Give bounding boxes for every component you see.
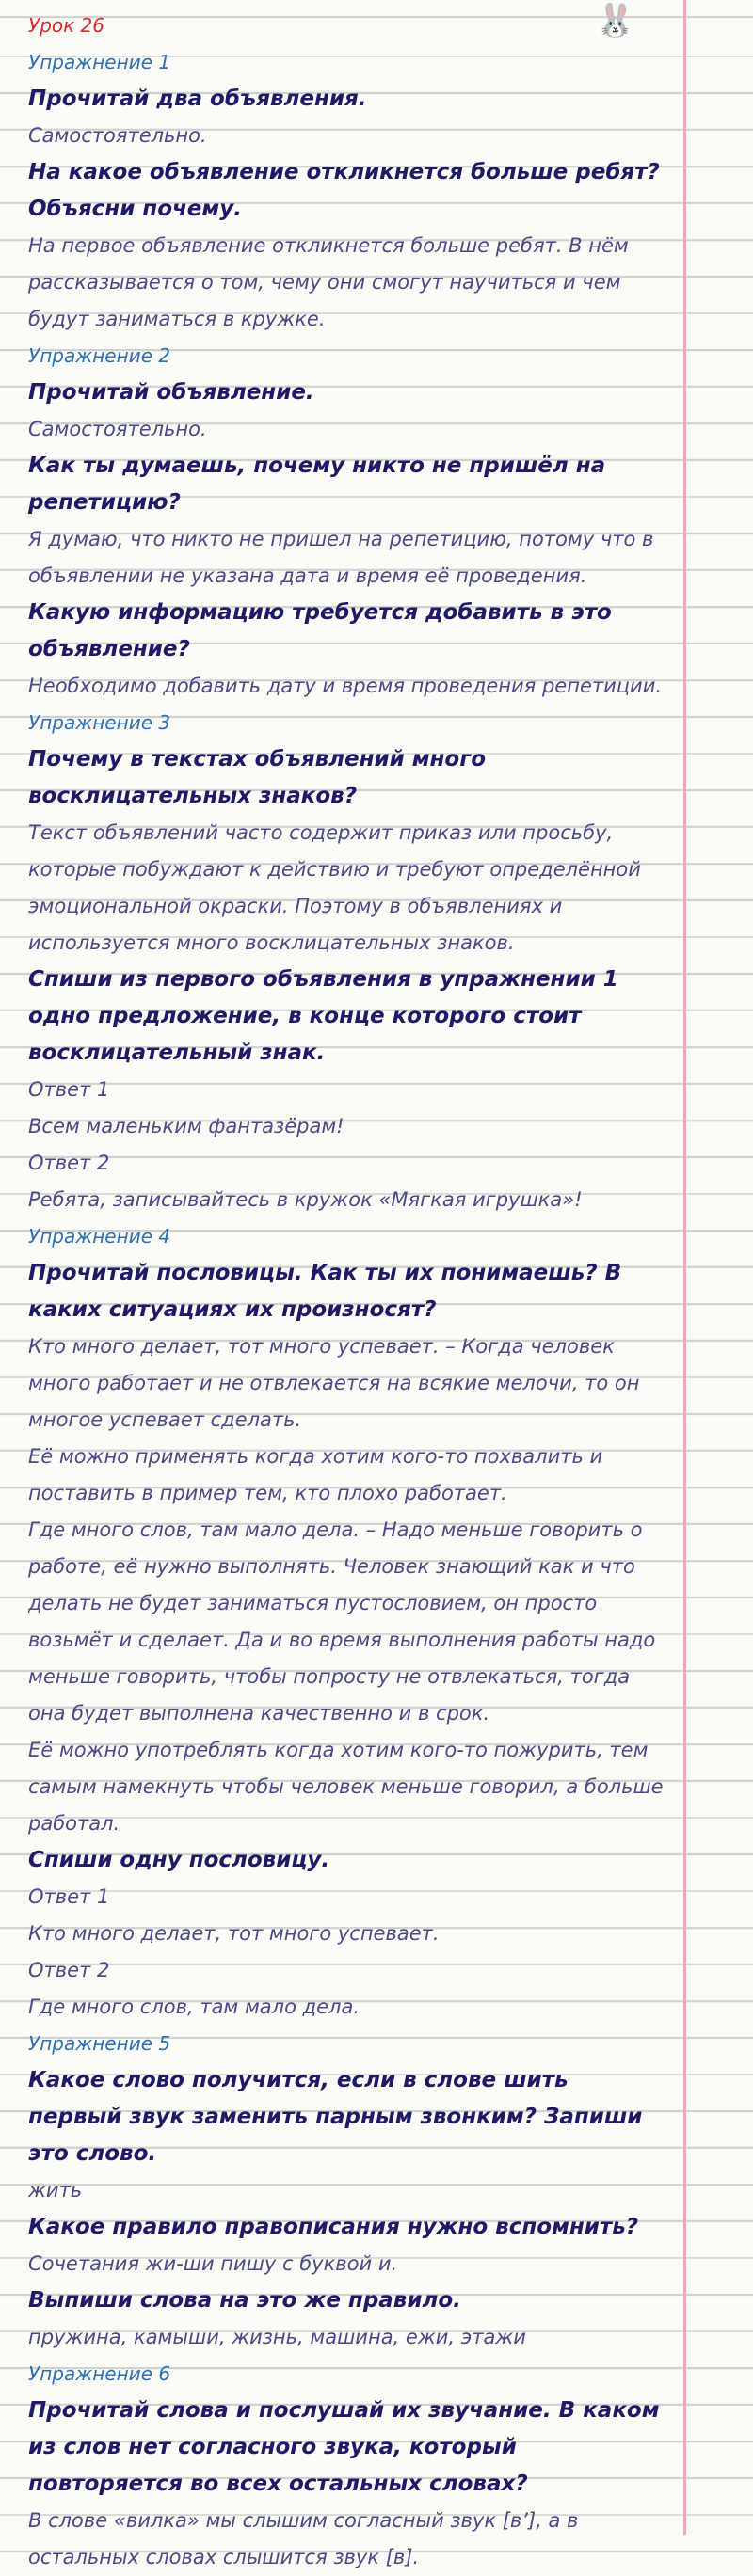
- task-text: Прочитай слова и послушай их звучание. В каком из слов нет согласного звука, который повторяется во всех остальных словах?: [28, 2398, 660, 2496]
- answer-text: Кто много делает, тот много успевает.: [28, 1922, 440, 1945]
- task-text: Прочитай два объявления.: [28, 87, 367, 111]
- task-text: Какое правило правописания нужно вспомнить?: [28, 2215, 639, 2239]
- exercise-heading: Упражнение 3: [28, 711, 171, 734]
- answer-text: Её можно употреблять когда хотим кого-то пожурить, тем самым намекнуть чтобы человек меньше говорил, а больше работал.: [28, 1739, 664, 1835]
- answer-text: Кто много делает, тот много успевает. – Когда человек много работает и не отвлекается на всякие мелочи, то он многое успевает сделать.: [28, 1335, 640, 1431]
- task-text: Выпиши слова на это же правило.: [28, 2288, 461, 2313]
- task-text: Как ты думаешь, почему никто не пришёл на репетицию?: [28, 453, 606, 515]
- exercise-heading: Упражнение 4: [28, 1225, 171, 1248]
- lesson-title: Урок 26: [28, 14, 105, 37]
- answer-text: Самостоятельно.: [28, 124, 207, 147]
- task-text: Прочитай пословицы. Как ты их понимаешь? В каких ситуациях их произносят?: [28, 1261, 622, 1322]
- answer-text: Необходимо добавить дату и время проведения репетиции.: [28, 675, 663, 697]
- answer-text: Текст объявлений часто содержит приказ или просьбу, которые побуждают к действию и требуют определённой эмоциональной окраски. Поэтому в объявлениях и используется много восклицательных знаков.: [28, 821, 641, 954]
- answer-text: На первое объявление откликнется больше ребят. В нём рассказывается о том, чему они смогут научиться и чем будут заниматься в кружке.: [28, 234, 629, 330]
- task-text: Какое слово получится, если в слове шить первый звук заменить парным звонким? Запиши это слово.: [28, 2068, 643, 2166]
- answer-text: Сочетания жи-ши пишу с буквой и.: [28, 2252, 398, 2275]
- answer-text: Самостоятельно.: [28, 418, 207, 440]
- answer-text: Где много слов, там мало дела.: [28, 1996, 360, 2018]
- answer-text: Её можно применять когда хотим кого-то похвалить и поставить в пример тем, кто плохо работает.: [28, 1445, 603, 1504]
- task-text: Спиши одну пословицу.: [28, 1848, 330, 1872]
- task-text: Почему в текстах объявлений много восклицательных знаков?: [28, 747, 487, 808]
- answer-label: Ответ 2: [28, 1152, 110, 1174]
- answer-text: жить: [28, 2179, 83, 2202]
- task-text: Прочитай объявление.: [28, 380, 314, 405]
- answer-text: Ребята, записывайтесь в кружок «Мягкая игрушка»!: [28, 1188, 583, 1211]
- notebook-margin-line: [683, 0, 686, 2535]
- lesson-content: [28, 44, 668, 2576]
- answer-label: Ответ 1: [28, 1078, 110, 1101]
- notebook-page: [28, 8, 668, 2576]
- task-text: Какую информацию требуется добавить в это объявление?: [28, 600, 612, 661]
- answer-text: Всем маленьким фантазёрам!: [28, 1115, 344, 1137]
- task-text: Спиши из первого объявления в упражнении 1 одно предложение, в конце которого стоит восклицательный знак.: [28, 967, 618, 1065]
- answer-text: Я думаю, что никто не пришел на репетицию, потому что в объявлении не указана дата и время её проведения.: [28, 528, 654, 587]
- answer-text: В слове «вилка» мы слышим согласный звук [в’], а в остальных словах слышится звук [в].: [28, 2509, 579, 2568]
- answer-text: пружина, камыши, жизнь, машина, ежи, этажи: [28, 2326, 526, 2348]
- rabbit-watermark-icon: 🐰: [595, 2, 636, 40]
- task-text: На какое объявление откликнется больше ребят? Объясни почему.: [28, 160, 660, 221]
- exercise-heading: Упражнение 2: [28, 344, 171, 367]
- answer-label: Ответ 2: [28, 1959, 110, 1981]
- exercise-heading: Упражнение 5: [28, 2032, 171, 2055]
- answer-text: Где много слов, там мало дела. – Надо меньше говорить о работе, её нужно выполнять. Человек знающий как и что делать не будет заниматься пустословием, он просто возьмёт и сделает. Да и во время выполнения работы надо меньше говорить, чтобы попросту не отвлекаться, тогда она будет выполнена качественно и в срок.: [28, 1519, 656, 1725]
- answer-label: Ответ 1: [28, 1885, 110, 1908]
- exercise-heading: Упражнение 6: [28, 2362, 171, 2385]
- exercise-heading: Упражнение 1: [28, 51, 171, 73]
